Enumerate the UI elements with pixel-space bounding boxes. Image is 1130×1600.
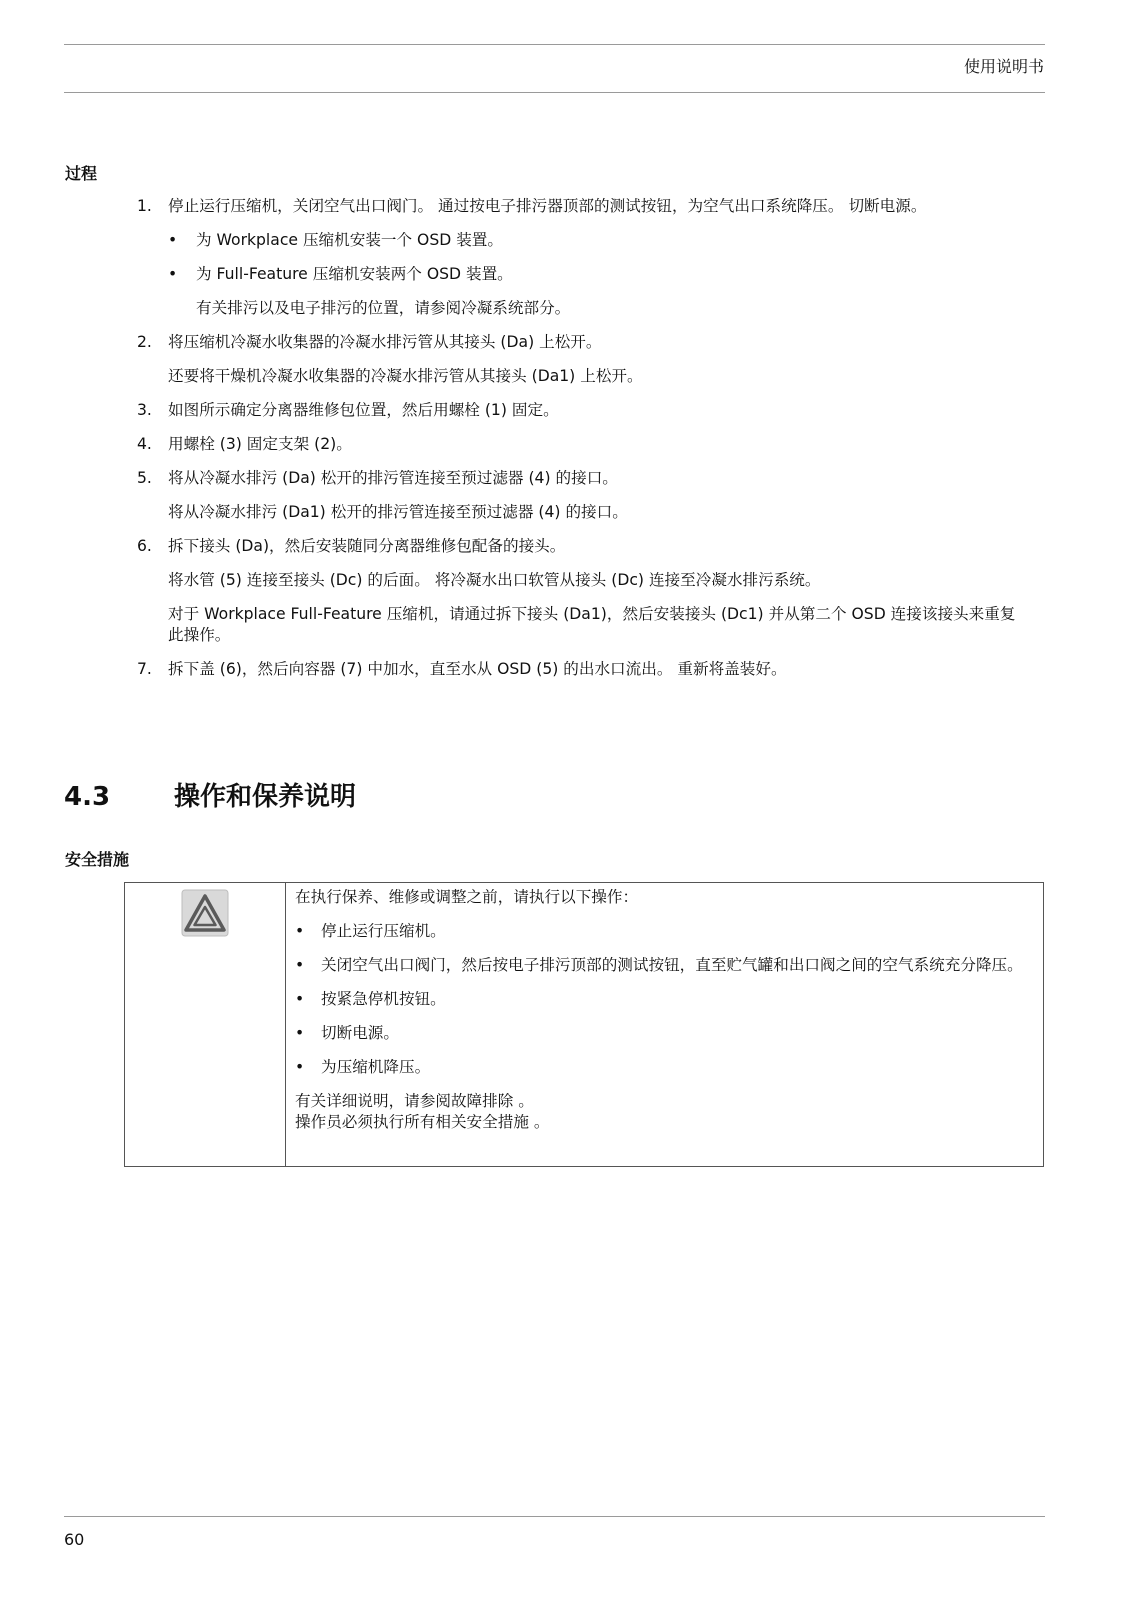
step-text: 如图所示确定分离器维修包位置，然后用螺栓 (1) 固定。 bbox=[168, 401, 559, 419]
step-note: 对于 Workplace Full-Feature 压缩机，请通过拆下接头 (Da1)，然后安装接头 (Dc1) 并从第二个 OSD 连接该接头来重复此操作。 bbox=[168, 605, 1016, 644]
step-4 bbox=[0, 434, 1030, 455]
step-number: 2. bbox=[137, 333, 152, 351]
step-2 bbox=[0, 332, 1030, 353]
step-number: 6. bbox=[137, 537, 152, 555]
safety-item-text: 停止运行压缩机。 bbox=[321, 922, 446, 940]
safety-item bbox=[295, 989, 1035, 1010]
bullet-dot: • bbox=[168, 231, 178, 249]
bullet-dot: • bbox=[295, 1024, 305, 1042]
step-note: 将水管 (5) 连接至接头 (Dc) 的后面。 将冷凝水出口软管从接头 (Dc) 连接至冷凝水排污系统。 bbox=[168, 571, 821, 589]
footer-rule bbox=[64, 1516, 1045, 1517]
bullet-dot: • bbox=[295, 1058, 305, 1076]
safety-item bbox=[295, 921, 1035, 942]
step-text: 将从冷凝水排污 (Da) 松开的排污管连接至预过滤器 (4) 的接口。 bbox=[168, 469, 618, 487]
step-text: 用螺栓 (3) 固定支架 (2)。 bbox=[168, 435, 352, 453]
safety-item bbox=[295, 1023, 1035, 1044]
procedure-steps bbox=[0, 196, 1130, 680]
step-text: 将压缩机冷凝水收集器的冷凝水排污管从其接头 (Da) 上松开。 bbox=[168, 333, 602, 351]
step-number: 3. bbox=[137, 401, 152, 419]
step-note: 有关排污以及电子排污的位置，请参阅冷凝系统部分。 bbox=[196, 299, 571, 317]
safety-intro: 在执行保养、维修或调整之前，请执行以下操作： bbox=[295, 888, 639, 906]
step-note: 将从冷凝水排污 (Da1) 松开的排污管连接至预过滤器 (4) 的接口。 bbox=[168, 503, 628, 521]
step-text: 拆下接头 (Da)，然后安装随同分离器维修包配备的接头。 bbox=[168, 537, 566, 555]
bullet-dot: • bbox=[295, 922, 305, 940]
safety-item-text: 为压缩机降压。 bbox=[321, 1058, 431, 1076]
document-title: 使用说明书 bbox=[963, 57, 1044, 76]
bullet-dot: • bbox=[295, 990, 305, 1008]
step-number: 5. bbox=[137, 469, 152, 487]
step-1 bbox=[0, 196, 1030, 217]
bullet-dot: • bbox=[168, 265, 178, 283]
header-rule-bottom bbox=[64, 92, 1045, 93]
step-7 bbox=[0, 659, 1030, 680]
step-text: 拆下盖 (6)，然后向容器 (7) 中加水，直至水从 OSD (5) 的出水口流出。 重新将盖装好。 bbox=[168, 660, 787, 678]
safety-heading: 安全措施 bbox=[65, 850, 130, 869]
step-note: 还要将干燥机冷凝水收集器的冷凝水排污管从其接头 (Da1) 上松开。 bbox=[168, 367, 643, 385]
safety-item-text: 关闭空气出口阀门，然后按电子排污顶部的测试按钮，直至贮气罐和出口阀之间的空气系统充分降压。 bbox=[321, 956, 1023, 974]
bullet-dot: • bbox=[295, 956, 305, 974]
safety-reference: 有关详细说明，请参阅故障排除 。 bbox=[295, 1092, 534, 1110]
bullet-item bbox=[0, 264, 1030, 285]
step-6 bbox=[0, 536, 1030, 557]
header-rule-top bbox=[64, 44, 1045, 45]
section-title: 操作和保养说明 bbox=[174, 782, 357, 812]
icon-cell bbox=[125, 883, 286, 1166]
page-number: 60 bbox=[64, 1530, 85, 1549]
step-number: 4. bbox=[137, 435, 152, 453]
section-heading bbox=[64, 780, 356, 814]
safety-item-text: 按紧急停机按钮。 bbox=[321, 990, 446, 1008]
step-number: 1. bbox=[137, 197, 152, 215]
step-3 bbox=[0, 400, 1030, 421]
bullet-text: 为 Full-Feature 压缩机安装两个 OSD 装置。 bbox=[196, 265, 513, 283]
safety-item-text: 切断电源。 bbox=[321, 1024, 399, 1042]
step-number: 7. bbox=[137, 660, 152, 678]
instructions-cell bbox=[286, 883, 1043, 1166]
bullet-item bbox=[0, 230, 1030, 251]
step-5 bbox=[0, 468, 1030, 489]
warning-triangle-icon bbox=[181, 889, 229, 937]
bullet-text: 为 Workplace 压缩机安装一个 OSD 装置。 bbox=[196, 231, 503, 249]
procedure-heading: 过程 bbox=[65, 164, 98, 183]
safety-item bbox=[295, 955, 1035, 976]
safety-item bbox=[295, 1057, 1035, 1078]
section-number: 4.3 bbox=[64, 782, 111, 812]
safety-table bbox=[124, 882, 1044, 1167]
safety-operator-note: 操作员必须执行所有相关安全措施 。 bbox=[295, 1113, 550, 1131]
step-text: 停止运行压缩机，关闭空气出口阀门。 通过按电子排污器顶部的测试按钮，为空气出口系统降压。 切断电源。 bbox=[168, 197, 927, 215]
